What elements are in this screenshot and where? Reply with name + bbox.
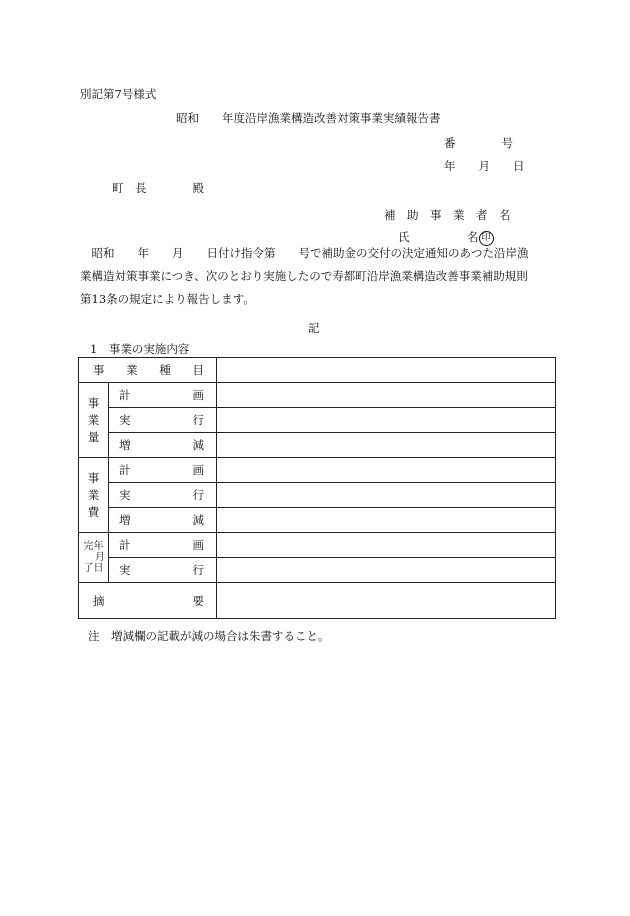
name-label: 氏 名 [398, 230, 479, 244]
table-row [79, 483, 556, 508]
plan-label-cell: 計 画 [109, 533, 217, 558]
addressee: 町 長 殿 [112, 181, 204, 195]
implementation-table [78, 357, 556, 619]
document-title: 昭和 年度沿岸漁業構造改善対策事業実績報告書 [176, 111, 441, 125]
change-label-cell: 増 減 [109, 508, 217, 533]
table-row [79, 408, 556, 433]
summary-value-cell[interactable] [217, 583, 556, 619]
form-number-label: 別記第7号様式 [80, 87, 157, 101]
quantity-change-value[interactable] [217, 433, 556, 458]
table-row [79, 458, 556, 483]
actual-label-cell: 実 行 [109, 483, 217, 508]
document-date-label: 年 月 日 [444, 159, 525, 173]
table-row [79, 383, 556, 408]
cost-change-value[interactable] [217, 508, 556, 533]
body-line-3: 第13条の規定により報告します。 [80, 292, 255, 306]
actual-label-cell: 実 行 [109, 558, 217, 583]
footnote: 注 増減欄の記載が減の場合は朱書すること。 [88, 629, 330, 643]
quantity-actual-value[interactable] [217, 408, 556, 433]
report-body [80, 242, 560, 311]
quantity-plan-value[interactable] [217, 383, 556, 408]
table-row [79, 558, 556, 583]
quantity-group-cell: 事 業 量 [79, 383, 109, 458]
change-label-cell: 増 減 [109, 433, 217, 458]
body-line-1: 昭和 年 月 日付け指令第 号で補助金の交付の決定通知のあつた沿岸漁 [91, 246, 529, 260]
completion-plan-value[interactable] [217, 533, 556, 558]
table-row [79, 583, 556, 619]
cost-group-cell: 事 業 費 [79, 458, 109, 533]
completion-date-group-cell: 完年 月 了日 [79, 533, 109, 583]
actual-label-cell: 実 行 [109, 408, 217, 433]
plan-label-cell: 計 画 [109, 383, 217, 408]
cost-plan-value[interactable] [217, 458, 556, 483]
plan-label-cell: 計 画 [109, 458, 217, 483]
summary-label-cell: 摘 要 [79, 583, 217, 619]
table-row [79, 358, 556, 383]
document-number-label: 番 号 [444, 136, 513, 150]
seal-mark: 印 [479, 231, 494, 246]
header-cell: 事 業 種 目 [79, 358, 217, 383]
header-value-cell[interactable] [217, 358, 556, 383]
completion-actual-value[interactable] [217, 558, 556, 583]
cost-actual-value[interactable] [217, 483, 556, 508]
ki-heading: 記 [308, 321, 320, 335]
section-heading: 1 事業の実施内容 [90, 342, 190, 356]
table-row [79, 508, 556, 533]
applicant-label: 補 助 事 業 者 名 [384, 208, 511, 222]
body-line-2: 業構造対策事業につき、次のとおり実施したので寿都町沿岸漁業構造改善事業補助規則 [80, 269, 528, 283]
table-row [79, 533, 556, 558]
table-row [79, 433, 556, 458]
